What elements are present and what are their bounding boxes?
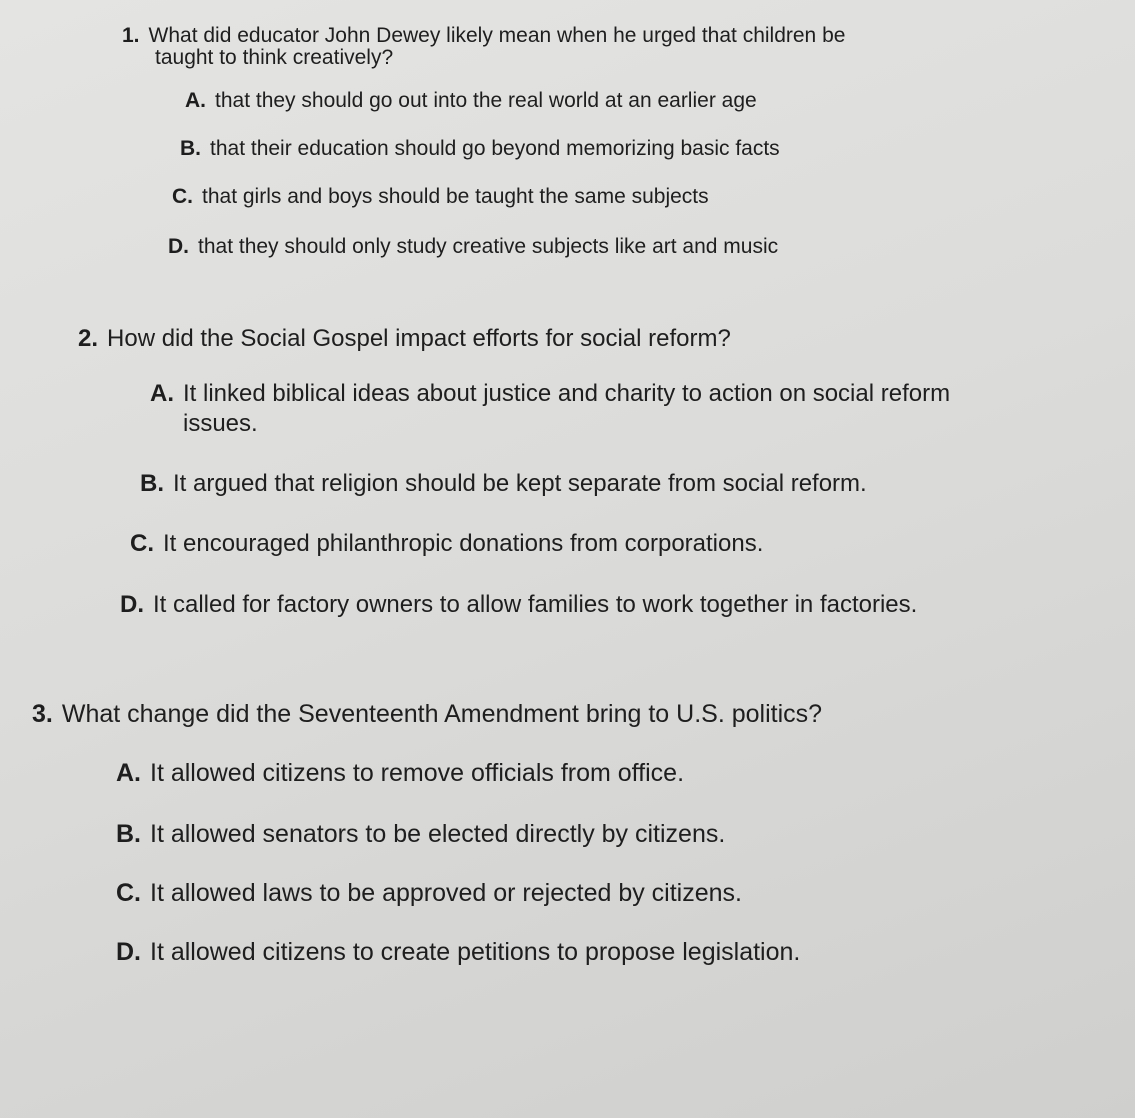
question-1-option-b — [180, 137, 780, 161]
option-letter: B. — [116, 820, 141, 848]
option-text: It called for factory owners to allow families to work together in factories. — [153, 591, 918, 618]
option-text: It allowed senators to be elected directly by citizens. — [150, 820, 726, 848]
option-text: that girls and boys should be taught the same subjects — [202, 185, 709, 208]
question-1-option-a — [185, 89, 757, 113]
question-2-stem-text: How did the Social Gospel impact efforts for social reform? — [107, 325, 731, 352]
option-letter: A. — [116, 759, 141, 787]
question-1-option-d — [168, 235, 778, 259]
option-letter: B. — [180, 137, 201, 160]
option-letter: D. — [168, 235, 189, 258]
option-text: It argued that religion should be kept separate from social reform. — [173, 470, 867, 497]
option-letter: D. — [116, 938, 141, 966]
question-1-stem-line-1 — [122, 24, 845, 48]
option-text: It encouraged philanthropic donations from corporations. — [163, 530, 764, 557]
option-letter: C. — [130, 530, 154, 557]
option-text: that their education should go beyond memorizing basic facts — [210, 137, 780, 160]
question-2-number: 2. — [78, 325, 99, 352]
question-3-option-c — [116, 879, 742, 908]
question-1-stem-text: What did educator John Dewey likely mean when he urged that children be — [148, 24, 846, 47]
question-2-option-b — [140, 470, 867, 498]
question-1-option-c — [172, 185, 709, 209]
question-2-stem — [78, 325, 731, 353]
option-letter: C. — [172, 185, 193, 208]
question-3-stem — [32, 700, 822, 729]
question-1-number: 1. — [122, 24, 140, 47]
question-3-option-a — [116, 759, 684, 788]
question-3-option-d — [116, 938, 800, 967]
option-text: It allowed citizens to create petitions to propose legislation. — [150, 938, 801, 966]
option-text: It linked biblical ideas about justice and charity to action on social reform — [183, 380, 951, 407]
option-letter: A. — [185, 89, 206, 112]
option-letter: A. — [150, 380, 174, 407]
question-3-option-b — [116, 820, 725, 849]
question-2-option-a-line-2: issues. — [183, 410, 258, 437]
option-letter: D. — [120, 591, 144, 618]
option-text: It allowed citizens to remove officials from office. — [150, 759, 685, 787]
question-2-option-d — [120, 591, 917, 619]
option-letter: C. — [116, 879, 141, 907]
question-3-number: 3. — [32, 700, 53, 728]
option-text: that they should only study creative subjects like art and music — [198, 235, 779, 258]
question-2-option-c — [130, 530, 763, 558]
question-1-stem-line-2: taught to think creatively? — [155, 46, 394, 69]
question-2-option-a — [150, 380, 950, 408]
option-text: It allowed laws to be approved or rejected by citizens. — [150, 879, 742, 907]
question-3-stem-text: What change did the Seventeenth Amendment bring to U.S. politics? — [61, 700, 823, 728]
option-letter: B. — [140, 470, 164, 497]
option-text: that they should go out into the real world at an earlier age — [215, 89, 757, 112]
